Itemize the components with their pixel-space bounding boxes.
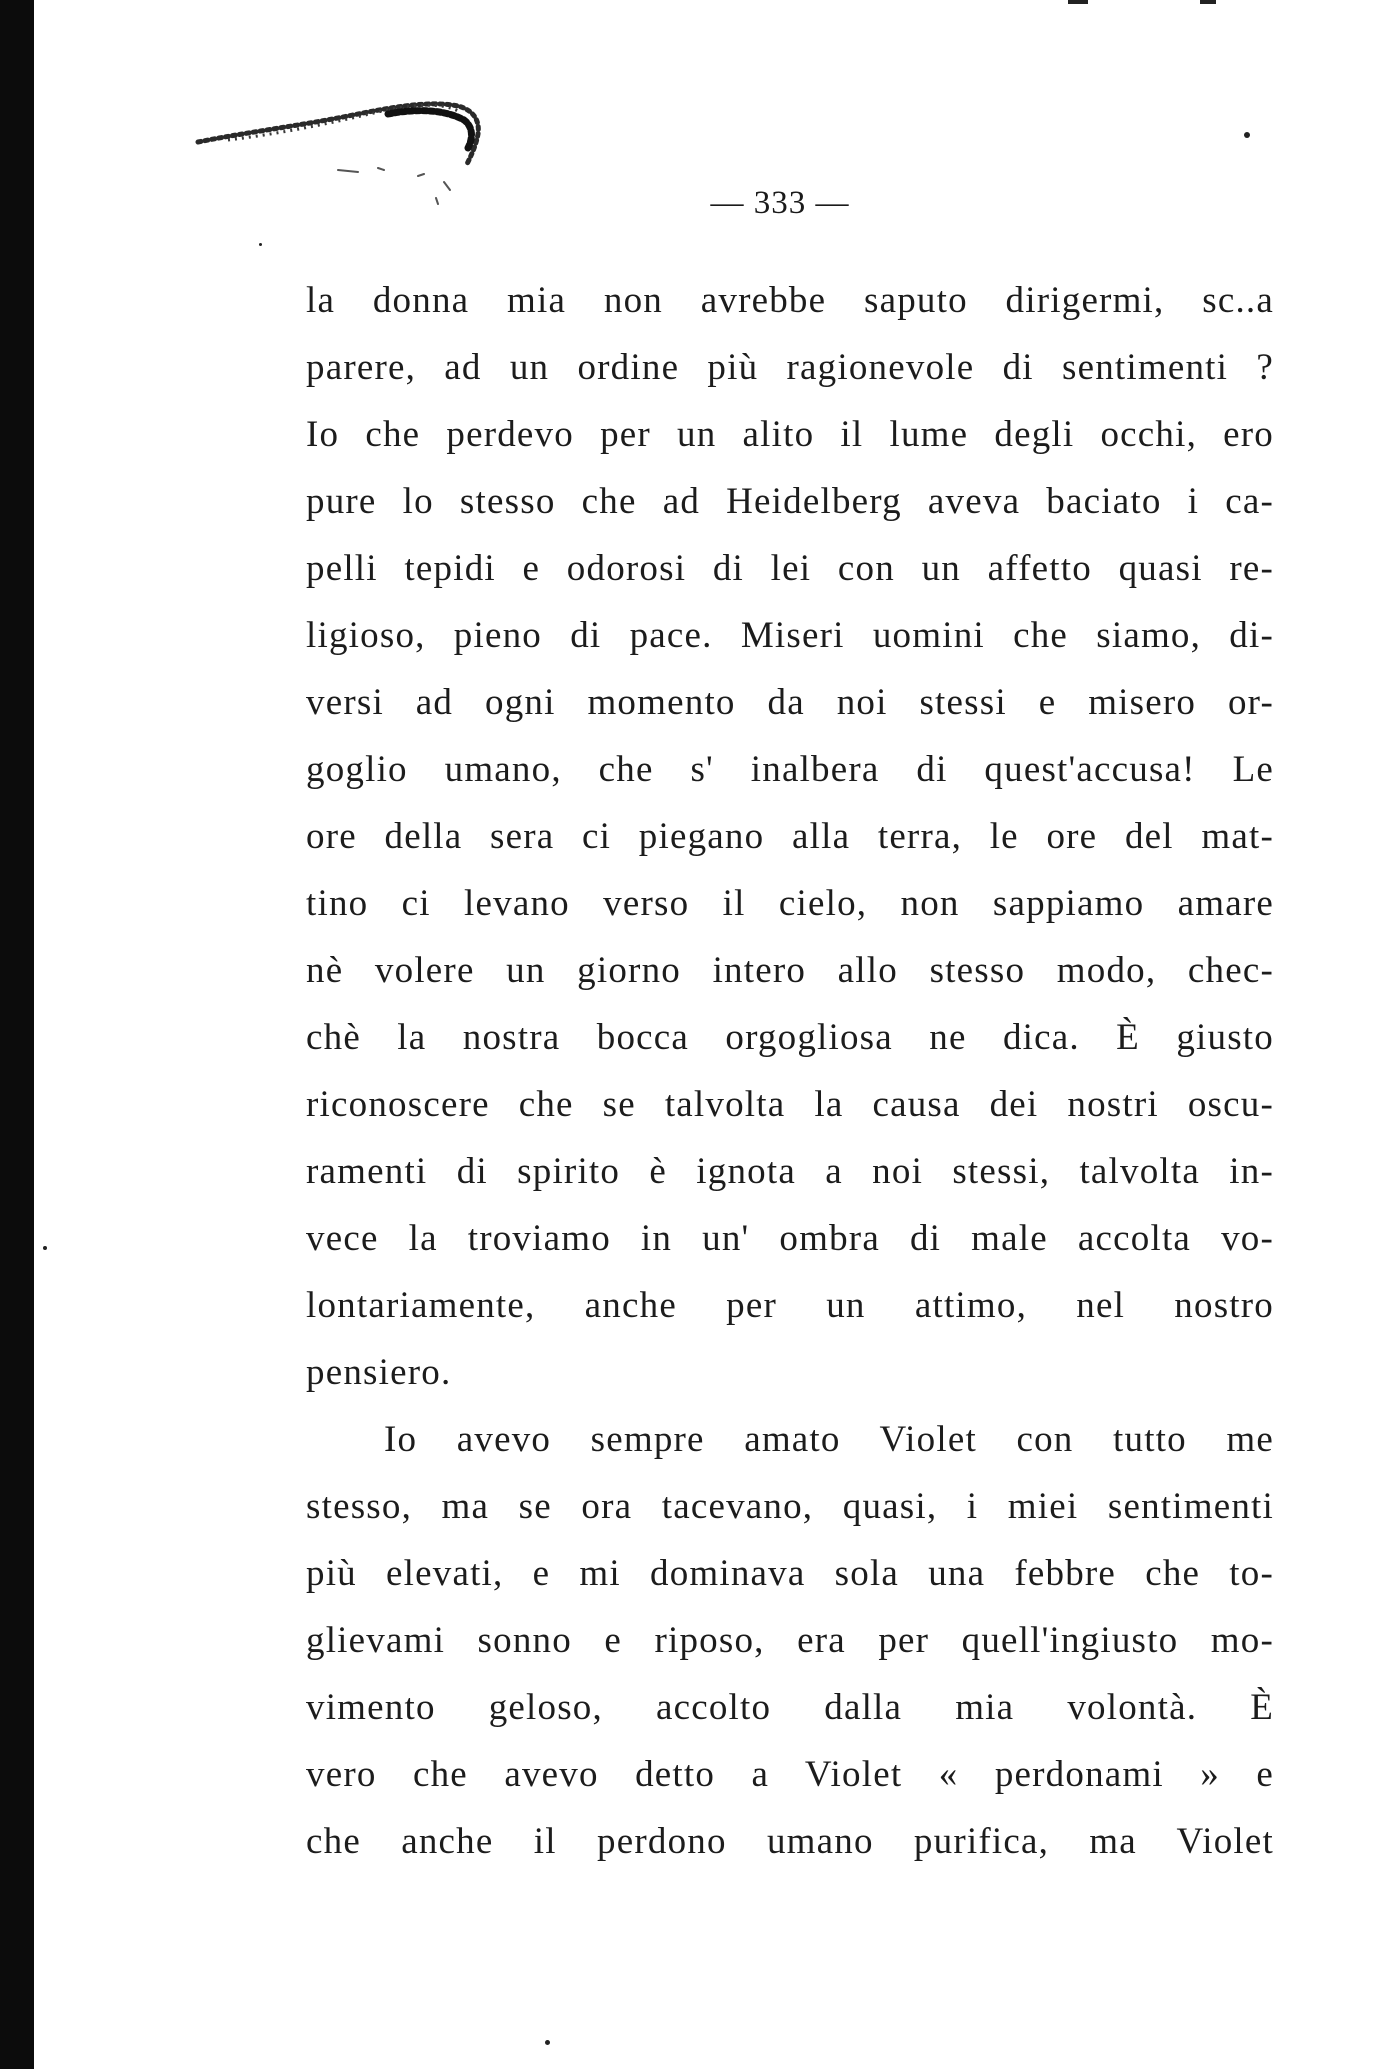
text-line: parere, ad un ordine più ragionevole di sentimenti ?	[306, 347, 1274, 388]
text-line: ore della sera ci piegano alla terra, le ore del mat-	[306, 816, 1274, 857]
text-line: nè volere un giorno intero allo stesso modo, chec-	[306, 950, 1274, 991]
paragraph	[306, 278, 1274, 1417]
text-line: Io avevo sempre amato Violet con tutto me	[384, 1419, 1274, 1460]
scan-top-mark	[1068, 0, 1088, 4]
scan-speck	[545, 2040, 550, 2045]
text-line: ligioso, pieno di pace. Miseri uomini che siamo, di-	[306, 615, 1274, 656]
body-text	[306, 278, 1274, 1886]
text-line: Io che perdevo per un alito il lume degli occhi, ero	[306, 414, 1274, 455]
text-line: che anche il perdono umano purifica, ma Violet	[306, 1821, 1274, 1862]
paragraph	[306, 1417, 1274, 1886]
text-line: pensiero.	[306, 1352, 452, 1393]
text-line: riconoscere che se talvolta la causa dei nostri oscu-	[306, 1084, 1274, 1125]
text-line: vero che avevo detto a Violet « perdonami » e	[306, 1754, 1274, 1795]
text-line: pelli tepidi e odorosi di lei con un affetto quasi re-	[306, 548, 1274, 589]
text-line: la donna mia non avrebbe saputo dirigermi, sc​..a	[306, 280, 1274, 321]
page-number: — 333 —	[710, 185, 850, 221]
text-line: lontariamente, anche per un attimo, nel nostro	[306, 1285, 1274, 1326]
ink-smudge	[188, 90, 508, 210]
text-line: versi ad ogni momento da noi stessi e misero or-	[306, 682, 1274, 723]
text-line: più elevati, e mi dominava sola una febbre che to-	[306, 1553, 1274, 1594]
scan-speck	[1244, 132, 1250, 138]
text-line: vece la troviamo in un' ombra di male accolta vo-	[306, 1218, 1274, 1259]
text-line: pure lo stesso che ad Heidelberg aveva baciato i ca-	[306, 481, 1274, 522]
text-line: glievami sonno e riposo, era per quell'ingiusto mo-	[306, 1620, 1274, 1661]
text-line: tino ci levano verso il cielo, non sappiamo amare	[306, 883, 1274, 924]
text-line: stesso, ma se ora tacevano, quasi, i miei sentimenti	[306, 1486, 1274, 1527]
scan-speck	[259, 243, 262, 246]
text-line: goglio umano, che s' inalbera di quest'accusa! Le	[306, 749, 1274, 790]
scan-left-border	[0, 0, 34, 2069]
text-line: ramenti di spirito è ignota a noi stessi, talvolta in-	[306, 1151, 1274, 1192]
text-line: vimento geloso, accolto dalla mia volontà. È	[306, 1687, 1274, 1728]
scan-top-mark	[1200, 0, 1216, 4]
text-line: chè la nostra bocca orgogliosa ne dica. È giusto	[306, 1017, 1274, 1058]
scan-speck	[43, 1246, 47, 1250]
